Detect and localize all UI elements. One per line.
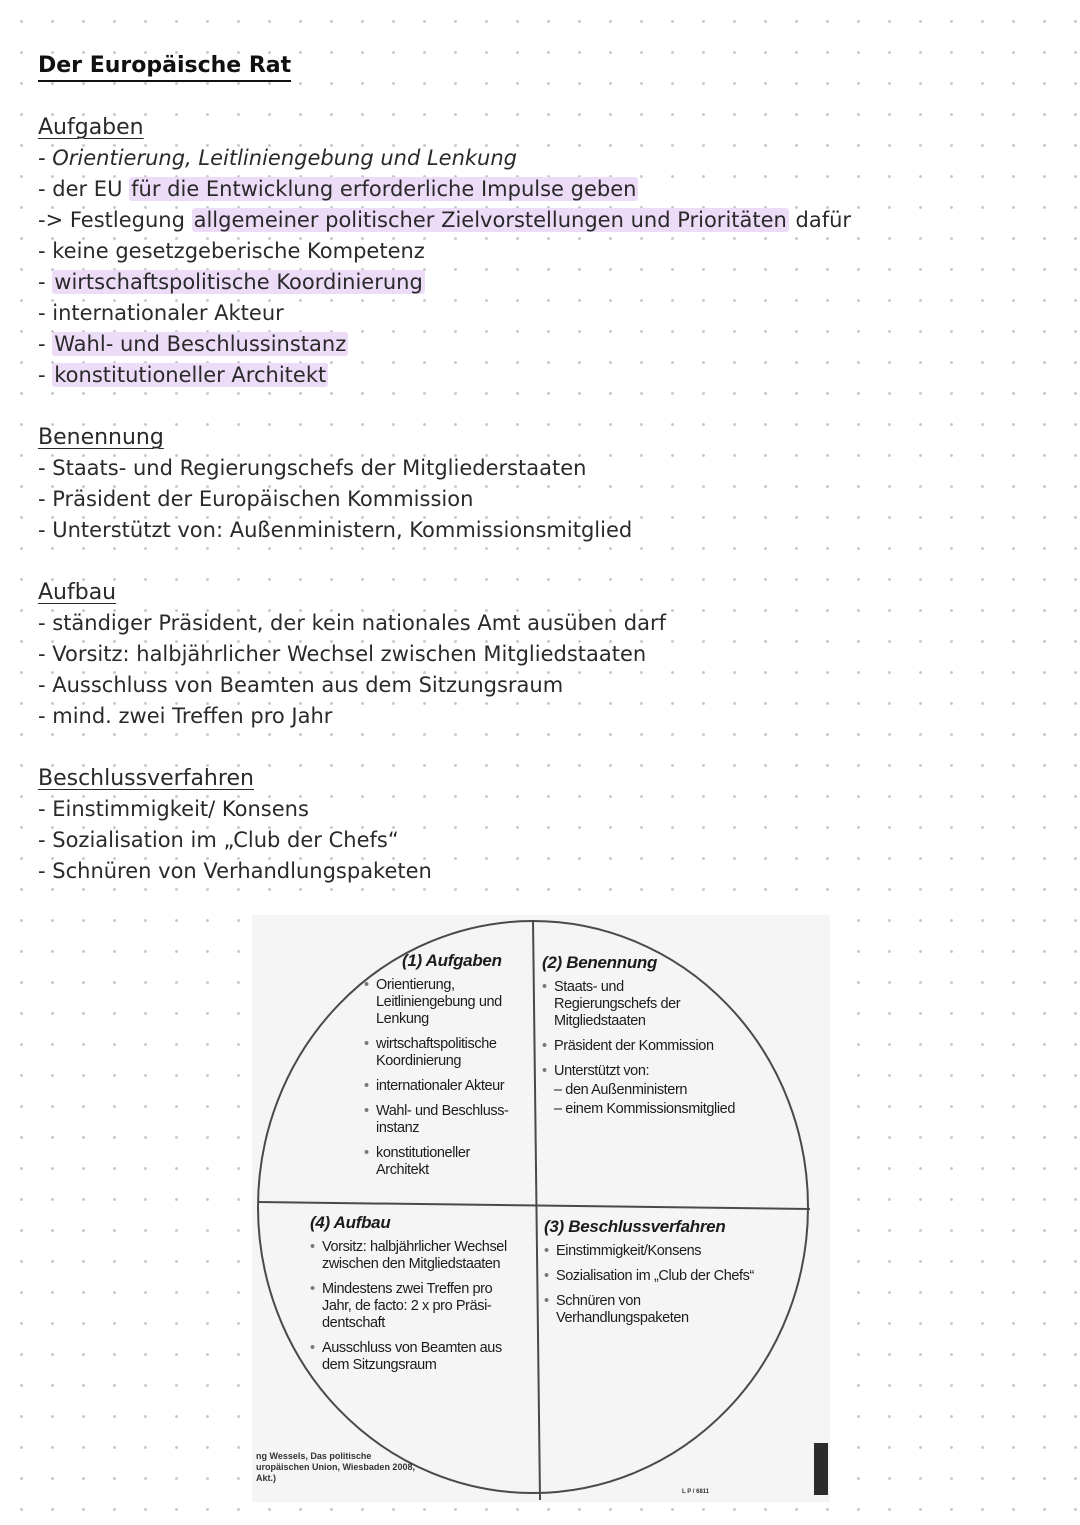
list-item: • Wahl- und Beschluss-instanz xyxy=(364,1103,524,1137)
list-item xyxy=(38,267,1038,298)
list-item: - ständiger Präsident, der kein nationales Amt ausüben darf xyxy=(38,611,667,635)
text: - xyxy=(38,332,53,356)
section-aufgaben xyxy=(38,112,1038,391)
section-heading: Aufbau xyxy=(38,580,117,605)
list-item: • Staats- und Regierungschefs der Mitgliedstaaten xyxy=(542,979,704,1030)
list-item: - Präsident der Europäischen Kommission xyxy=(38,487,474,511)
list-item: • Sozialisation im „Club der Chefs“ xyxy=(544,1268,784,1285)
section-aufbau xyxy=(38,577,1038,732)
quadrant-beschlussverfahren xyxy=(544,1217,784,1335)
list-item: • Einstimmigkeit/Konsens xyxy=(544,1243,784,1260)
list-item: - mind. zwei Treffen pro Jahr xyxy=(38,704,333,728)
list-item: • Schnüren von Verhandlungspaketen xyxy=(544,1293,706,1327)
highlight: konstitutioneller Architekt xyxy=(54,363,327,387)
quadrant-title: (1) Aufgaben xyxy=(402,951,502,970)
quadrant-aufbau xyxy=(310,1213,525,1382)
list-item: - Ausschluss von Beamten aus dem Sitzungsraum xyxy=(38,673,564,697)
list-item xyxy=(38,360,1038,391)
list-item xyxy=(38,205,1038,236)
list-item: • Orientierung, Leitliniengebung und Lenkung xyxy=(364,977,524,1028)
quadrant-title: (2) Benennung xyxy=(542,953,658,972)
text: -> Festlegung xyxy=(38,208,192,232)
list-item: • konstitutioneller Architekt xyxy=(364,1145,524,1179)
caption-line: ng Wessels, Das politische xyxy=(256,1451,372,1461)
highlight: allgemeiner politischer Zielvorstellungen und Prioritäten xyxy=(193,208,787,232)
list-item: • wirtschaftspolitische Koordinierung xyxy=(364,1036,524,1070)
list-item: – einem Kommissionsmitglied xyxy=(554,1101,735,1117)
list-item: - Unterstützt von: Außenministern, Kommissionsmitglied xyxy=(38,518,633,542)
section-heading: Beschlussverfahren xyxy=(38,766,254,791)
highlight: für die Entwicklung erforderliche Impulse geben xyxy=(131,177,637,201)
caption-line: uropäischen Union, Wiesbaden 2008, xyxy=(256,1462,415,1472)
list-item: • Unterstützt von: xyxy=(542,1063,762,1080)
list-item: • Ausschluss von Beamten aus dem Sitzungsraum xyxy=(310,1340,522,1374)
section-beschlussverfahren xyxy=(38,763,1038,887)
page-title: Der Europäische Rat xyxy=(38,52,291,82)
page-code: L P / 6811 xyxy=(682,1489,710,1495)
list-item: • internationaler Akteur xyxy=(364,1078,524,1095)
text: - xyxy=(38,270,53,294)
quadrant-title: (4) Aufbau xyxy=(310,1213,391,1232)
section-heading: Aufgaben xyxy=(38,115,144,140)
list-item xyxy=(38,174,1038,205)
list-item: • Vorsitz: halbjährlicher Wechsel zwischen den Mitgliedstaaten xyxy=(310,1239,525,1273)
list-item: - Sozialisation im „Club der Chefs“ xyxy=(38,828,399,852)
list-item: - internationaler Akteur xyxy=(38,301,284,325)
highlight: Wahl- und Beschlussinstanz xyxy=(54,332,347,356)
quadrant-aufgaben xyxy=(364,951,524,1187)
list-item: – den Außenministern xyxy=(554,1082,688,1098)
list-item: • Mindestens zwei Treffen pro Jahr, de facto: 2 x pro Präsi-dentschaft xyxy=(310,1281,512,1332)
list-item: - Vorsitz: halbjährlicher Wechsel zwischen Mitgliedstaaten xyxy=(38,642,647,666)
list-item: - Orientierung, Leitliniengebung und Lenkung xyxy=(38,146,518,170)
source-caption xyxy=(256,1451,415,1484)
quadrant-title: (3) Beschlussverfahren xyxy=(544,1217,726,1236)
quadrant-benennung xyxy=(542,953,762,1120)
section-heading: Benennung xyxy=(38,425,164,450)
scanned-diagram xyxy=(252,915,830,1502)
list-item: - Staats- und Regierungschefs der Mitgliederstaaten xyxy=(38,456,587,480)
list-item: - Einstimmigkeit/ Konsens xyxy=(38,797,309,821)
list-item: • Präsident der Kommission xyxy=(542,1038,762,1055)
notes xyxy=(38,52,1038,918)
list-item: - keine gesetzgeberische Kompetenz xyxy=(38,239,425,263)
section-benennung xyxy=(38,422,1038,546)
caption-line: Akt.) xyxy=(256,1473,276,1483)
scan-mark xyxy=(814,1443,828,1495)
highlight: wirtschaftspolitische Koordinierung xyxy=(54,270,423,294)
text: - xyxy=(38,363,53,387)
list-item: - Schnüren von Verhandlungspaketen xyxy=(38,859,432,883)
text: dafür xyxy=(788,208,852,232)
list-item xyxy=(38,329,1038,360)
text: - der EU xyxy=(38,177,130,201)
